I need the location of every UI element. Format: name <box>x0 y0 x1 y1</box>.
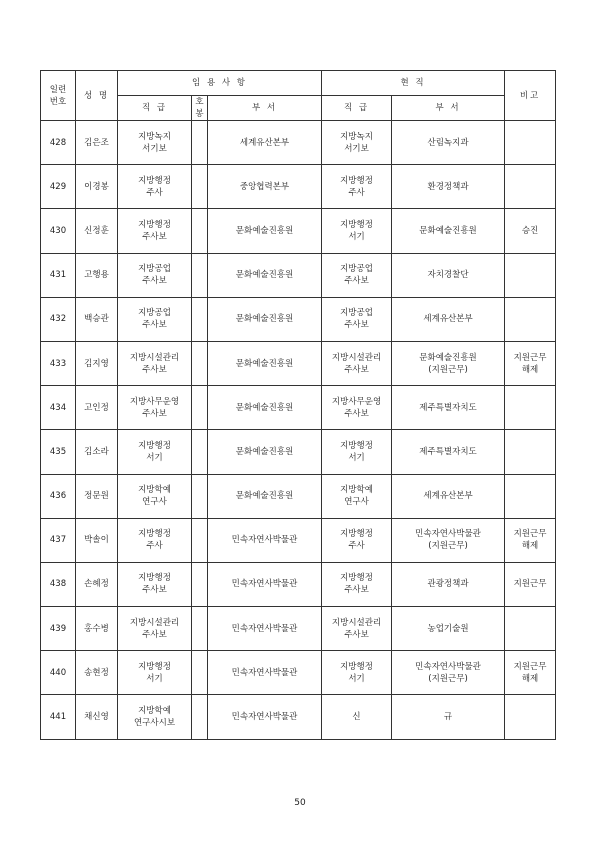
cell-current-department: 세계유산본부 <box>392 297 505 341</box>
table-row <box>41 651 556 695</box>
table-row <box>41 474 556 518</box>
cell-current-grade: 지방사무운영 주사보 <box>322 386 392 430</box>
cell-current-department: 문화예술진흥원 (지원근무) <box>392 341 505 385</box>
cell-department: 세계유산본부 <box>208 121 322 165</box>
cell-department: 문화예술진흥원 <box>208 386 322 430</box>
cell-current-grade: 신 <box>322 695 392 739</box>
cell-name: 채신영 <box>76 695 118 739</box>
cell-serial-number: 441 <box>41 695 76 739</box>
cell-remark <box>505 695 556 739</box>
cell-serial-number: 435 <box>41 430 76 474</box>
personnel-table <box>40 70 556 740</box>
cell-current-grade: 지방행정 서기 <box>322 651 392 695</box>
cell-serial-number: 440 <box>41 651 76 695</box>
table-row <box>41 430 556 474</box>
cell-department: 문화예술진흥원 <box>208 297 322 341</box>
cell-grade: 지방공업 주사보 <box>118 253 192 297</box>
cell-step <box>192 341 208 385</box>
cell-remark: 지원근무 해제 <box>505 518 556 562</box>
cell-name: 김지영 <box>76 341 118 385</box>
table-row <box>41 386 556 430</box>
header-row-sub <box>41 96 556 121</box>
cell-remark: 지원근무 해제 <box>505 651 556 695</box>
cell-current-grade: 지방행정 주사 <box>322 518 392 562</box>
cell-step <box>192 121 208 165</box>
cell-step <box>192 430 208 474</box>
cell-name: 김소라 <box>76 430 118 474</box>
header-current-department: 부 서 <box>392 96 505 121</box>
cell-current-department: 민속자연사박물관 (지원근무) <box>392 651 505 695</box>
table-row <box>41 518 556 562</box>
header-row-top <box>41 71 556 96</box>
cell-current-grade: 지방시설관리 주사보 <box>322 607 392 651</box>
cell-department: 민속자연사박물관 <box>208 562 322 606</box>
cell-current-department: 자치경찰단 <box>392 253 505 297</box>
cell-remark <box>505 297 556 341</box>
cell-remark <box>505 165 556 209</box>
cell-department: 문화예술진흥원 <box>208 341 322 385</box>
cell-name: 백승관 <box>76 297 118 341</box>
cell-name: 이경봉 <box>76 165 118 209</box>
cell-serial-number: 430 <box>41 209 76 253</box>
cell-remark: 지원근무 <box>505 562 556 606</box>
cell-remark <box>505 386 556 430</box>
cell-name: 고행용 <box>76 253 118 297</box>
table-row <box>41 607 556 651</box>
header-department: 부 서 <box>208 96 322 121</box>
cell-name: 박솔이 <box>76 518 118 562</box>
cell-step <box>192 253 208 297</box>
cell-name: 신정훈 <box>76 209 118 253</box>
cell-name: 홍수병 <box>76 607 118 651</box>
cell-serial-number: 432 <box>41 297 76 341</box>
cell-current-department: 환경정책과 <box>392 165 505 209</box>
header-appointment: 임 용 사 항 <box>118 71 322 96</box>
cell-remark <box>505 430 556 474</box>
cell-grade: 지방시설관리 주사보 <box>118 341 192 385</box>
cell-remark: 승진 <box>505 209 556 253</box>
cell-step <box>192 386 208 430</box>
cell-department: 민속자연사박물관 <box>208 695 322 739</box>
cell-grade: 지방행정 주사 <box>118 518 192 562</box>
cell-remark <box>505 253 556 297</box>
cell-step <box>192 562 208 606</box>
cell-current-grade: 지방행정 주사보 <box>322 562 392 606</box>
cell-department: 민속자연사박물관 <box>208 651 322 695</box>
cell-step <box>192 209 208 253</box>
cell-grade: 지방행정 서기 <box>118 651 192 695</box>
cell-current-department: 제주특별자치도 <box>392 386 505 430</box>
header-remark: 비고 <box>505 71 556 121</box>
page-number: 50 <box>294 798 306 808</box>
cell-serial-number: 434 <box>41 386 76 430</box>
cell-grade: 지방행정 주사보 <box>118 209 192 253</box>
cell-department: 민속자연사박물관 <box>208 607 322 651</box>
cell-remark <box>505 607 556 651</box>
cell-remark: 지원근무 해제 <box>505 341 556 385</box>
cell-grade: 지방행정 서기 <box>118 430 192 474</box>
header-current-position: 현 직 <box>322 71 505 96</box>
cell-name: 고인정 <box>76 386 118 430</box>
cell-step <box>192 165 208 209</box>
cell-grade: 지방학예 연구사시보 <box>118 695 192 739</box>
cell-current-department: 규 <box>392 695 505 739</box>
cell-current-grade: 지방행정 서기 <box>322 430 392 474</box>
header-step: 호봉 <box>192 96 208 121</box>
cell-serial-number: 433 <box>41 341 76 385</box>
cell-step <box>192 695 208 739</box>
table-row <box>41 253 556 297</box>
cell-current-grade: 지방행정 주사 <box>322 165 392 209</box>
table-row <box>41 562 556 606</box>
cell-name: 김은조 <box>76 121 118 165</box>
header-current-grade: 직 급 <box>322 96 392 121</box>
cell-current-department: 제주특별자치도 <box>392 430 505 474</box>
cell-current-department: 세계유산본부 <box>392 474 505 518</box>
cell-current-grade: 지방공업 주사보 <box>322 253 392 297</box>
cell-grade: 지방학예 연구사 <box>118 474 192 518</box>
cell-serial-number: 438 <box>41 562 76 606</box>
cell-grade: 지방시설관리 주사보 <box>118 607 192 651</box>
cell-grade: 지방행정 주사 <box>118 165 192 209</box>
cell-current-grade: 지방행정 서기 <box>322 209 392 253</box>
cell-current-grade: 지방공업 주사보 <box>322 297 392 341</box>
header-serial-number: 일련 번호 <box>41 71 76 121</box>
cell-step <box>192 651 208 695</box>
table-row <box>41 209 556 253</box>
cell-department: 민속자연사박물관 <box>208 518 322 562</box>
cell-serial-number: 436 <box>41 474 76 518</box>
table-row <box>41 165 556 209</box>
cell-current-department: 관광정책과 <box>392 562 505 606</box>
cell-name: 손혜정 <box>76 562 118 606</box>
cell-serial-number: 439 <box>41 607 76 651</box>
cell-step <box>192 518 208 562</box>
cell-step <box>192 607 208 651</box>
cell-name: 정문원 <box>76 474 118 518</box>
cell-current-department: 민속자연사박물관 (지원근무) <box>392 518 505 562</box>
cell-remark <box>505 474 556 518</box>
cell-grade: 지방사무운영 주사보 <box>118 386 192 430</box>
cell-department: 중앙협력본부 <box>208 165 322 209</box>
table-body <box>41 121 556 740</box>
cell-department: 문화예술진흥원 <box>208 209 322 253</box>
cell-current-department: 농업기술원 <box>392 607 505 651</box>
table-row <box>41 121 556 165</box>
cell-current-department: 문화예술진흥원 <box>392 209 505 253</box>
cell-grade: 지방녹지 서기보 <box>118 121 192 165</box>
cell-current-grade: 지방학예 연구사 <box>322 474 392 518</box>
cell-current-grade: 지방녹지 서기보 <box>322 121 392 165</box>
cell-serial-number: 429 <box>41 165 76 209</box>
cell-serial-number: 431 <box>41 253 76 297</box>
cell-current-grade: 지방시설관리 주사보 <box>322 341 392 385</box>
table-row <box>41 341 556 385</box>
table-row <box>41 297 556 341</box>
cell-department: 문화예술진흥원 <box>208 253 322 297</box>
cell-department: 문화예술진흥원 <box>208 474 322 518</box>
cell-serial-number: 437 <box>41 518 76 562</box>
cell-remark <box>505 121 556 165</box>
cell-step <box>192 297 208 341</box>
cell-step <box>192 474 208 518</box>
cell-grade: 지방행정 주사보 <box>118 562 192 606</box>
header-name: 성 명 <box>76 71 118 121</box>
table-row <box>41 695 556 739</box>
cell-department: 문화예술진흥원 <box>208 430 322 474</box>
cell-current-department: 산림녹지과 <box>392 121 505 165</box>
cell-serial-number: 428 <box>41 121 76 165</box>
header-grade: 직 급 <box>118 96 192 121</box>
cell-grade: 지방공업 주사보 <box>118 297 192 341</box>
cell-name: 송현정 <box>76 651 118 695</box>
